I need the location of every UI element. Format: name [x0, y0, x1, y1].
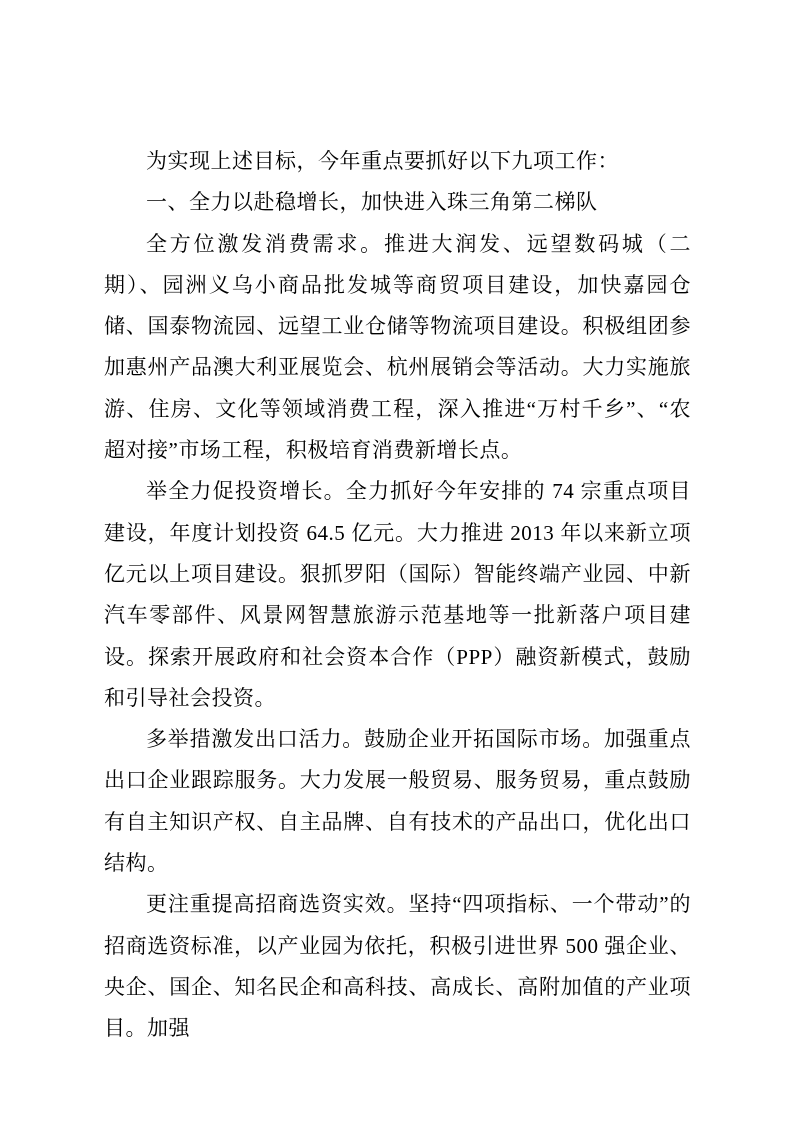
- section-heading-1: 一、全力以赴稳增长，加快进入珠三角第二梯队: [146, 190, 598, 215]
- paragraph-consumption: 全方位激发消费需求。推进大润发、远望数码城（二期）、园洲义乌小商品批发城等商贸项目建设，加快嘉园仓储、国泰物流园、远望工业仓储等物流项目建设。积极组团参加惠州产品澳大利亚展览会、杭州展销会等活动。大力实施旅游、住房、文化等领域消费工程，深入推进“万村千乡”、“农超对接”市场工程，积极培育消费新增长点。: [104, 231, 691, 463]
- paragraph-investment: 举全力促投资增长。全力抓好今年安排的 74 宗重点项目建设，年度计划投资 64.5 亿元。大力推进 2013 年以来新立项亿元以上项目建设。狠抓罗阳（国际）智能终端产业园、中新汽车零部件、风景网智慧旅游示范基地等一批新落户项目建设。探索开展政府和社会资本合作（PPP）融资新模式，鼓励和引导社会投资。: [104, 479, 691, 710]
- document-body: [104, 141, 691, 1050]
- paragraph-intro: 为实现上述目标，今年重点要抓好以下九项工作：: [146, 149, 619, 173]
- paragraph-export: 多举措激发出口活力。鼓励企业开拓国际市场。加强重点出口企业跟踪服务。大力发展一般贸易、服务贸易，重点鼓励有自主知识产权、自主品牌、自有技术的产品出口，优化出口结构。: [104, 727, 691, 876]
- paragraph-investment-attraction: 更注重提高招商选资实效。坚持“四项指标、一个带动”的招商选资标准，以产业园为依托，积极引进世界 500 强企业、央企、国企、知名民企和高科技、高成长、高附加值的产业项目。加强: [104, 892, 691, 1041]
